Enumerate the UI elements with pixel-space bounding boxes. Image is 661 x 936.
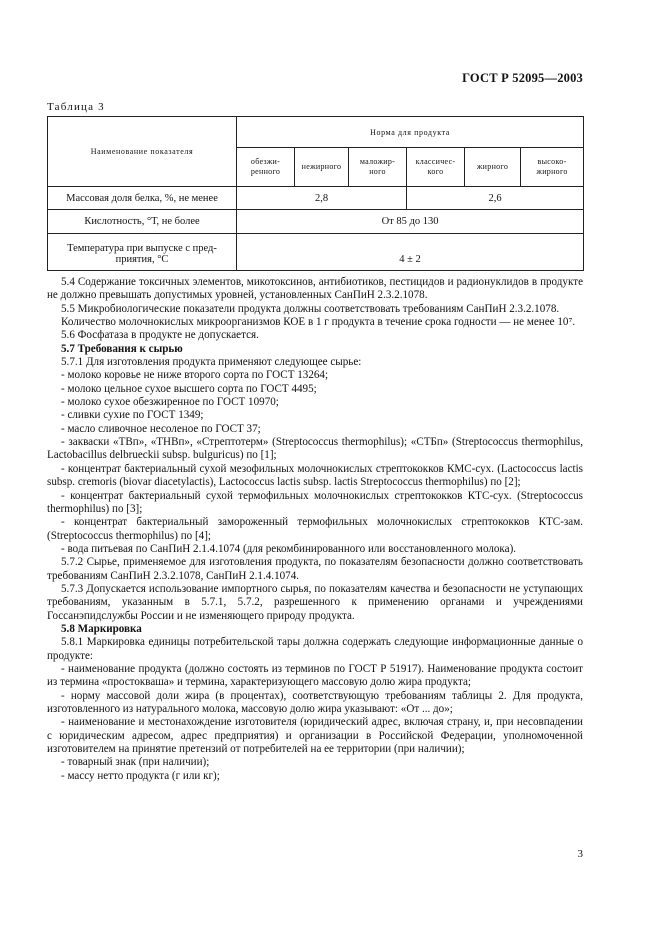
table-row [48,187,584,210]
document-body [47,276,583,783]
list-item: - наименование и местонахождение изготовителя (юридический адрес, включая страну, и, при несовпадении с юридическим адресом, адрес предприятия) и организации в Российской Федерации, уполномоченной изготовителем на принятие претензий от потребителей на ее территории (при наличии); [47,716,583,756]
list-item: - концентрат бактериальный сухой термофильных молочнокислых стрептококков КТС-сух. (Streptococcus thermophilus) по [3]; [47,489,583,515]
list-item: - наименование продукта (должно состоять из терминов по ГОСТ Р 51917). Наименование продукта состоит из термина «простокваша» и термина, характеризующего массовую долю жира продукта; [47,662,583,689]
row-name-temperature: Температура при выпуске с пред- приятия, °С [48,234,237,271]
paragraph-5-7-1: 5.7.1 Для изготовления продукта применяют следующее сырье: [61,356,362,369]
table-label: Таблица 3 [47,101,105,113]
column-header-name: Наименование показателя [48,117,237,187]
paragraph-5-6: 5.6 Фосфатаза в продукте не допускается. [61,329,259,342]
row-name-protein: Массовая доля белка, %, не менее [48,187,237,210]
section-heading-5-8: 5.8 Маркировка [61,622,142,635]
list-item: - сливки сухие по ГОСТ 1349; [61,409,204,422]
row-name-acidity: Кислотность, °Т, не более [48,210,237,234]
paragraph-5-4: 5.4 Содержание токсичных элементов, микотоксинов, антибиотиков, пестицидов и радионуклидов в продукте не должно превышать допустимых уровней, установленных СанПиН 2.3.2.1078. [47,276,583,302]
paragraph-5-5: 5.5 Микробиологические показатели продукта должны соответствовать требованиям СанПиН 2.3.2.1078. [61,302,560,315]
page-number: 3 [577,848,583,860]
document-header: ГОСТ Р 52095—2003 [462,71,583,85]
list-item: - закваски «ТВп», «ТНВп», «Стрептотерм» (Streptococcus thermophilus); «СТБп» (Streptococcus thermophilus, Lactobacillus delbrueckii subsp. bulguricus) по [1]; [47,436,583,462]
cell-value: 2,6 [407,187,584,210]
cell-value: 4 ± 2 [237,234,584,271]
paragraph-5-8-1: 5.8.1 Маркировка единицы потребительской тары должна содержать следующие информационные данные о продукте: [47,636,583,662]
subheader-high-fat: высоко- жирного [521,148,584,187]
table-row [48,234,584,271]
list-item: - товарный знак (при наличии); [61,756,210,769]
subheader-skimmed: обезжи- ренного [237,148,295,187]
paragraph-5-7-3: 5.7.3 Допускается использование импортного сырья, по показателям качества и безопасности не уступающих требованиям, указанным в 5.7.1, 5.7.2, разрешенного к применению органами и учреждениями Госсанэпидслужбы России и не изменяющего природу продукта. [47,582,583,622]
table-row [48,210,584,234]
cell-value: От 85 до 130 [237,210,584,234]
list-item: - масло сливочное несоленое по ГОСТ 37; [61,422,261,435]
list-item: - молоко цельное сухое высшего сорта по ГОСТ 4495; [61,382,317,395]
list-item: - молоко коровье не ниже второго сорта по ГОСТ 13264; [61,369,329,382]
paragraph-5-7-2: 5.7.2 Сырье, применяемое для изготовления продукта, по показателям безопасности должно соответствовать требованиям СанПиН 2.3.2.1078, СанПиН 2.1.4.1074. [47,556,583,582]
list-item: - вода питьевая по СанПиН 2.1.4.1074 (для рекомбинированного или восстановленного молока). [61,542,517,555]
subheader-low-fat: нежирного [295,148,349,187]
cell-value: 2,8 [237,187,407,210]
list-item: - концентрат бактериальный сухой мезофильных молочнокислых стрептококков КМС-сух. (Lactococcus lactis subsp. cremoris (biovar diacetylactis), Lactococcus lactis subsp. lactis Streptococcus thermophilus) по [2]; [47,462,583,489]
column-header-norm: Норма для продукта [237,117,584,148]
subheader-fat: жирного [465,148,521,187]
list-item: - концентрат бактериальный замороженный термофильных молочнокислых стрептококков КТС-зам. (Streptococcus thermophilus) по [4]; [47,516,583,542]
subheader-reduced-fat: маложир- ного [349,148,407,187]
list-item: - массу нетто продукта (г или кг); [61,769,220,782]
section-heading-5-7: 5.7 Требования к сырью [61,342,183,355]
norms-table [47,116,584,271]
paragraph-5-5-cfu: Количество молочнокислых микроорганизмов КОЕ в 1 г продукта в течение срока годности — не менее 10⁷. [61,316,576,329]
list-item: - норму массовой доли жира (в процентах), соответствующую требованиям таблицы 2. Для продукта, изготовленного из натурального молока, массовую долю жира указывают: «От ... до»; [47,689,583,715]
list-item: - молоко сухое обезжиренное по ГОСТ 10970; [61,396,279,409]
subheader-classic: классичес- кого [407,148,465,187]
